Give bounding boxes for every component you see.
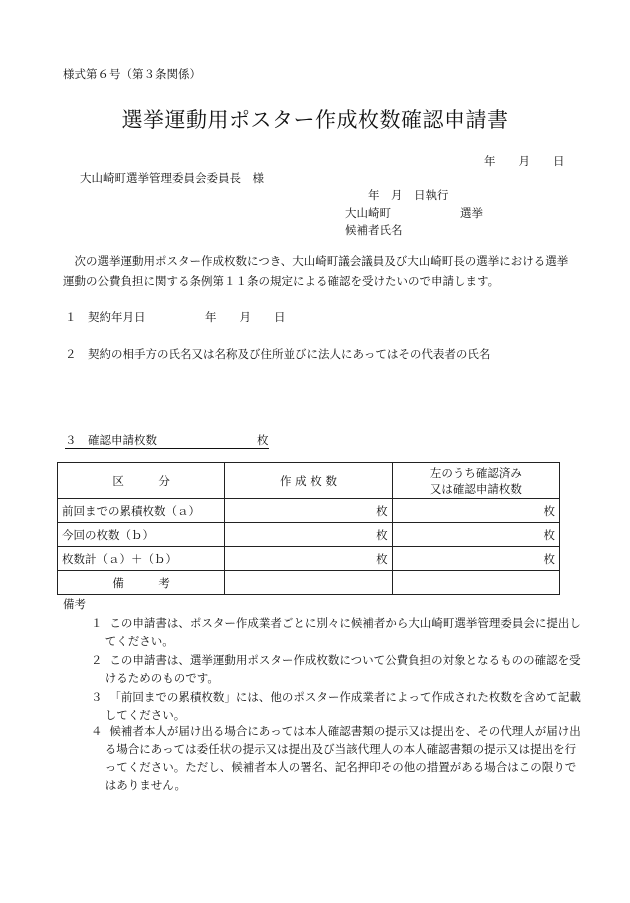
header-production-count: 作 成 枚 数: [225, 463, 392, 499]
candidate-name-label: 候補者氏名: [345, 223, 403, 237]
election-label: 選挙: [460, 206, 483, 220]
remark-text: 候補者本人が届け出る場合にあっては本人確認書類の提示又は提出を、その代理人が届け出る場合にあっては委任状の提示又は提出及び当該代理人の本人確認書類の提示又は提出を行ってください。ただし、候補者本人の署名、記名押印その他の措置がある場合はこの限りではありません。: [104, 724, 581, 792]
confirmed-count-cell[interactable]: 枚: [392, 499, 559, 523]
header-confirmed-line1: 左のうち確認済み: [429, 465, 522, 480]
remark-note-3: [91, 688, 584, 724]
page-title: 選挙運動用ポスター作成枚数確認申請書: [121, 108, 509, 132]
remarks-row-label: 備 考: [58, 571, 225, 595]
remark-text: この申請書は、選挙運動用ポスター作成枚数について公費負担の対象となるものの確認を受けるためのものです。: [104, 653, 581, 685]
remark-note-2: [91, 651, 584, 687]
production-count-cell[interactable]: 枚: [225, 499, 392, 523]
confirmed-count-cell[interactable]: 枚: [392, 547, 559, 571]
form-number: 様式第６号（第３条関係）: [63, 67, 201, 81]
remark-number: ３: [91, 690, 103, 704]
table-row: [58, 523, 560, 547]
application-body-text: 次の選挙運動用ポスター作成枚数につき、大山崎町議会議員及び大山崎町長の選挙における選挙運動の公費負担に関する条例第１１条の規定による確認を受けたいので申請します。: [63, 254, 569, 288]
header-confirmed-count: [392, 463, 559, 499]
row-label: 今回の枚数（ｂ）: [58, 523, 225, 547]
table-row: [58, 547, 560, 571]
table-row: [58, 499, 560, 523]
item-contract-date-value: 年 月 日: [205, 310, 286, 324]
remarks-cell[interactable]: [392, 571, 559, 595]
header-confirmed-line2: 又は確認申請枚数: [429, 481, 522, 496]
item-contract-date-label: １ 契約年月日: [65, 310, 146, 324]
requested-count-unit: 枚: [257, 433, 269, 447]
production-count-cell[interactable]: 枚: [225, 547, 392, 571]
remark-number: ４: [91, 724, 103, 738]
remarks-title: 備考: [63, 597, 86, 611]
header-category: 区 分: [58, 463, 225, 499]
remark-text: この申請書は、ポスター作成業者ごとに別々に候補者から大山崎町選挙管理委員会に提出してください。: [104, 616, 581, 648]
application-date: 年 月 日: [484, 154, 565, 168]
requested-count-line: [65, 432, 269, 449]
remark-number: ２: [91, 653, 103, 667]
confirmed-count-cell[interactable]: 枚: [392, 523, 559, 547]
item-requested-count: [65, 432, 269, 449]
table-header-row: [58, 463, 560, 499]
remarks-cell[interactable]: [225, 571, 392, 595]
remark-number: １: [91, 616, 103, 630]
addressee: 大山崎町選挙管理委員会委員長 様: [80, 171, 264, 185]
item-contract-party-label: ２ 契約の相手方の氏名又は名称及び住所並びに法人にあってはその代表者の氏名: [65, 347, 491, 361]
requested-count-label: ３ 確認申請枚数: [65, 433, 157, 447]
table-row: [58, 571, 560, 595]
row-label: 枚数計（ａ）＋（ｂ）: [58, 547, 225, 571]
row-label: 前回までの累積枚数（ａ）: [58, 499, 225, 523]
execution-date: 年 月 日執行: [368, 188, 449, 202]
remark-note-4: [91, 722, 584, 794]
remark-text: 「前回までの累積枚数」には、他のポスター作成業者によって作成された枚数を含めて記載してください。: [104, 690, 581, 722]
production-count-cell[interactable]: 枚: [225, 523, 392, 547]
remark-note-1: [91, 614, 584, 650]
town-name: 大山崎町: [345, 206, 391, 220]
poster-count-table: [57, 462, 560, 595]
